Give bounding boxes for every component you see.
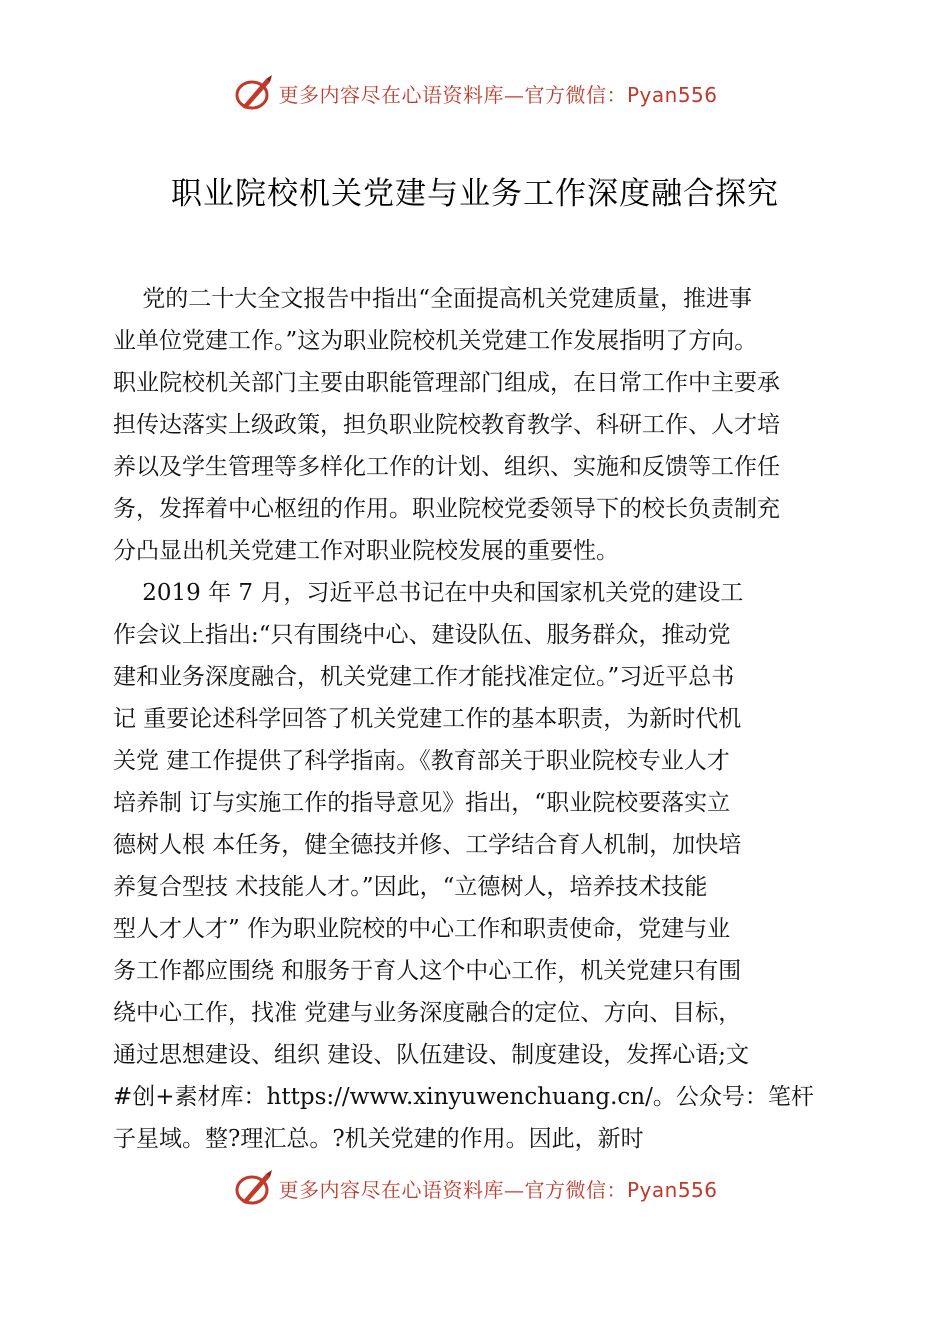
body-line: 培养制 订与实施工作的指导意见》指出，“职业院校要落实立 [113, 790, 731, 816]
document-body [113, 278, 858, 1160]
body-line: 建和业务深度融合，机关党建工作才能找准定位。”习近平总书 [113, 664, 735, 690]
body-line: 业单位党建工作。”这为职业院校机关党建工作发展指明了方向。 [113, 328, 758, 354]
body-line: 通过思想建设、组织 建设、队伍建设、制度建设，发挥心语;文 [113, 1042, 750, 1068]
header-banner [0, 68, 950, 118]
pen-logo-icon [232, 1168, 276, 1208]
body-line: 2019 年 7 月，习近平总书记在中央和国家机关党的建设工 [113, 580, 744, 606]
banner-wechat-label: 官方微信： [524, 1177, 627, 1202]
banner-separator: — [503, 82, 525, 107]
body-line: 党的二十大全文报告中指出“全面提高机关党建质量，推进事 [113, 286, 753, 312]
body-line: 担传达落实上级政策，担负职业院校教育教学、科研工作、人才培 [113, 412, 780, 438]
body-line: #创+素材库：https://www.xinyuwenchuang.cn/。公众号：笔杆 [113, 1084, 814, 1110]
body-line: 养以及学生管理等多样化工作的计划、组织、实施和反馈等工作任 [113, 454, 780, 480]
banner-text [278, 79, 717, 108]
body-line: 务工作都应围绕 和服务于育人这个中心工作，机关党建只有围 [113, 958, 742, 984]
body-line: 作会议上指出:“只有围绕中心、建设队伍、服务群众，推动党 [113, 622, 731, 648]
pen-logo-icon [232, 73, 276, 113]
body-line: 养复合型技 术技能人才。”因此，“立德树人，培养技术技能 [113, 874, 708, 900]
body-line: 记 重要论述科学回答了机关党建工作的基本职责，为新时代机 [113, 706, 742, 732]
banner-wechat-id: Pyan556 [626, 1177, 718, 1202]
footer-banner [0, 1163, 950, 1213]
body-line: 绕中心工作，找准 党建与业务深度融合的定位、方向、目标， [113, 1000, 742, 1026]
document-title: 职业院校机关党建与业务工作深度融合探究 [171, 176, 779, 212]
banner-text [278, 1174, 717, 1203]
body-line: 分凸显出机关党建工作对职业院校发展的重要性。 [113, 538, 619, 564]
banner-separator: — [503, 1177, 525, 1202]
banner-wechat-id: Pyan556 [626, 82, 718, 107]
banner-prefix: 更多内容尽在心语资料库 [278, 82, 504, 107]
banner-wechat-label: 官方微信： [524, 82, 627, 107]
body-line: 子星域。整?理汇总。?机关党建的作用。因此，新时 [113, 1126, 644, 1152]
banner-prefix: 更多内容尽在心语资料库 [278, 1177, 504, 1202]
body-line: 德树人根 本任务，健全德技并修、工学结合育人机制，加快培 [113, 832, 742, 858]
body-line: 职业院校机关部门主要由职能管理部门组成，在日常工作中主要承 [113, 370, 780, 396]
body-line: 务，发挥着中心枢纽的作用。职业院校党委领导下的校长负责制充 [113, 496, 780, 522]
body-line: 关党 建工作提供了科学指南。《教育部关于职业院校专业人才 [113, 748, 730, 774]
body-line: 型人才人才” 作为职业院校的中心工作和职责使命，党建与业 [113, 916, 731, 942]
